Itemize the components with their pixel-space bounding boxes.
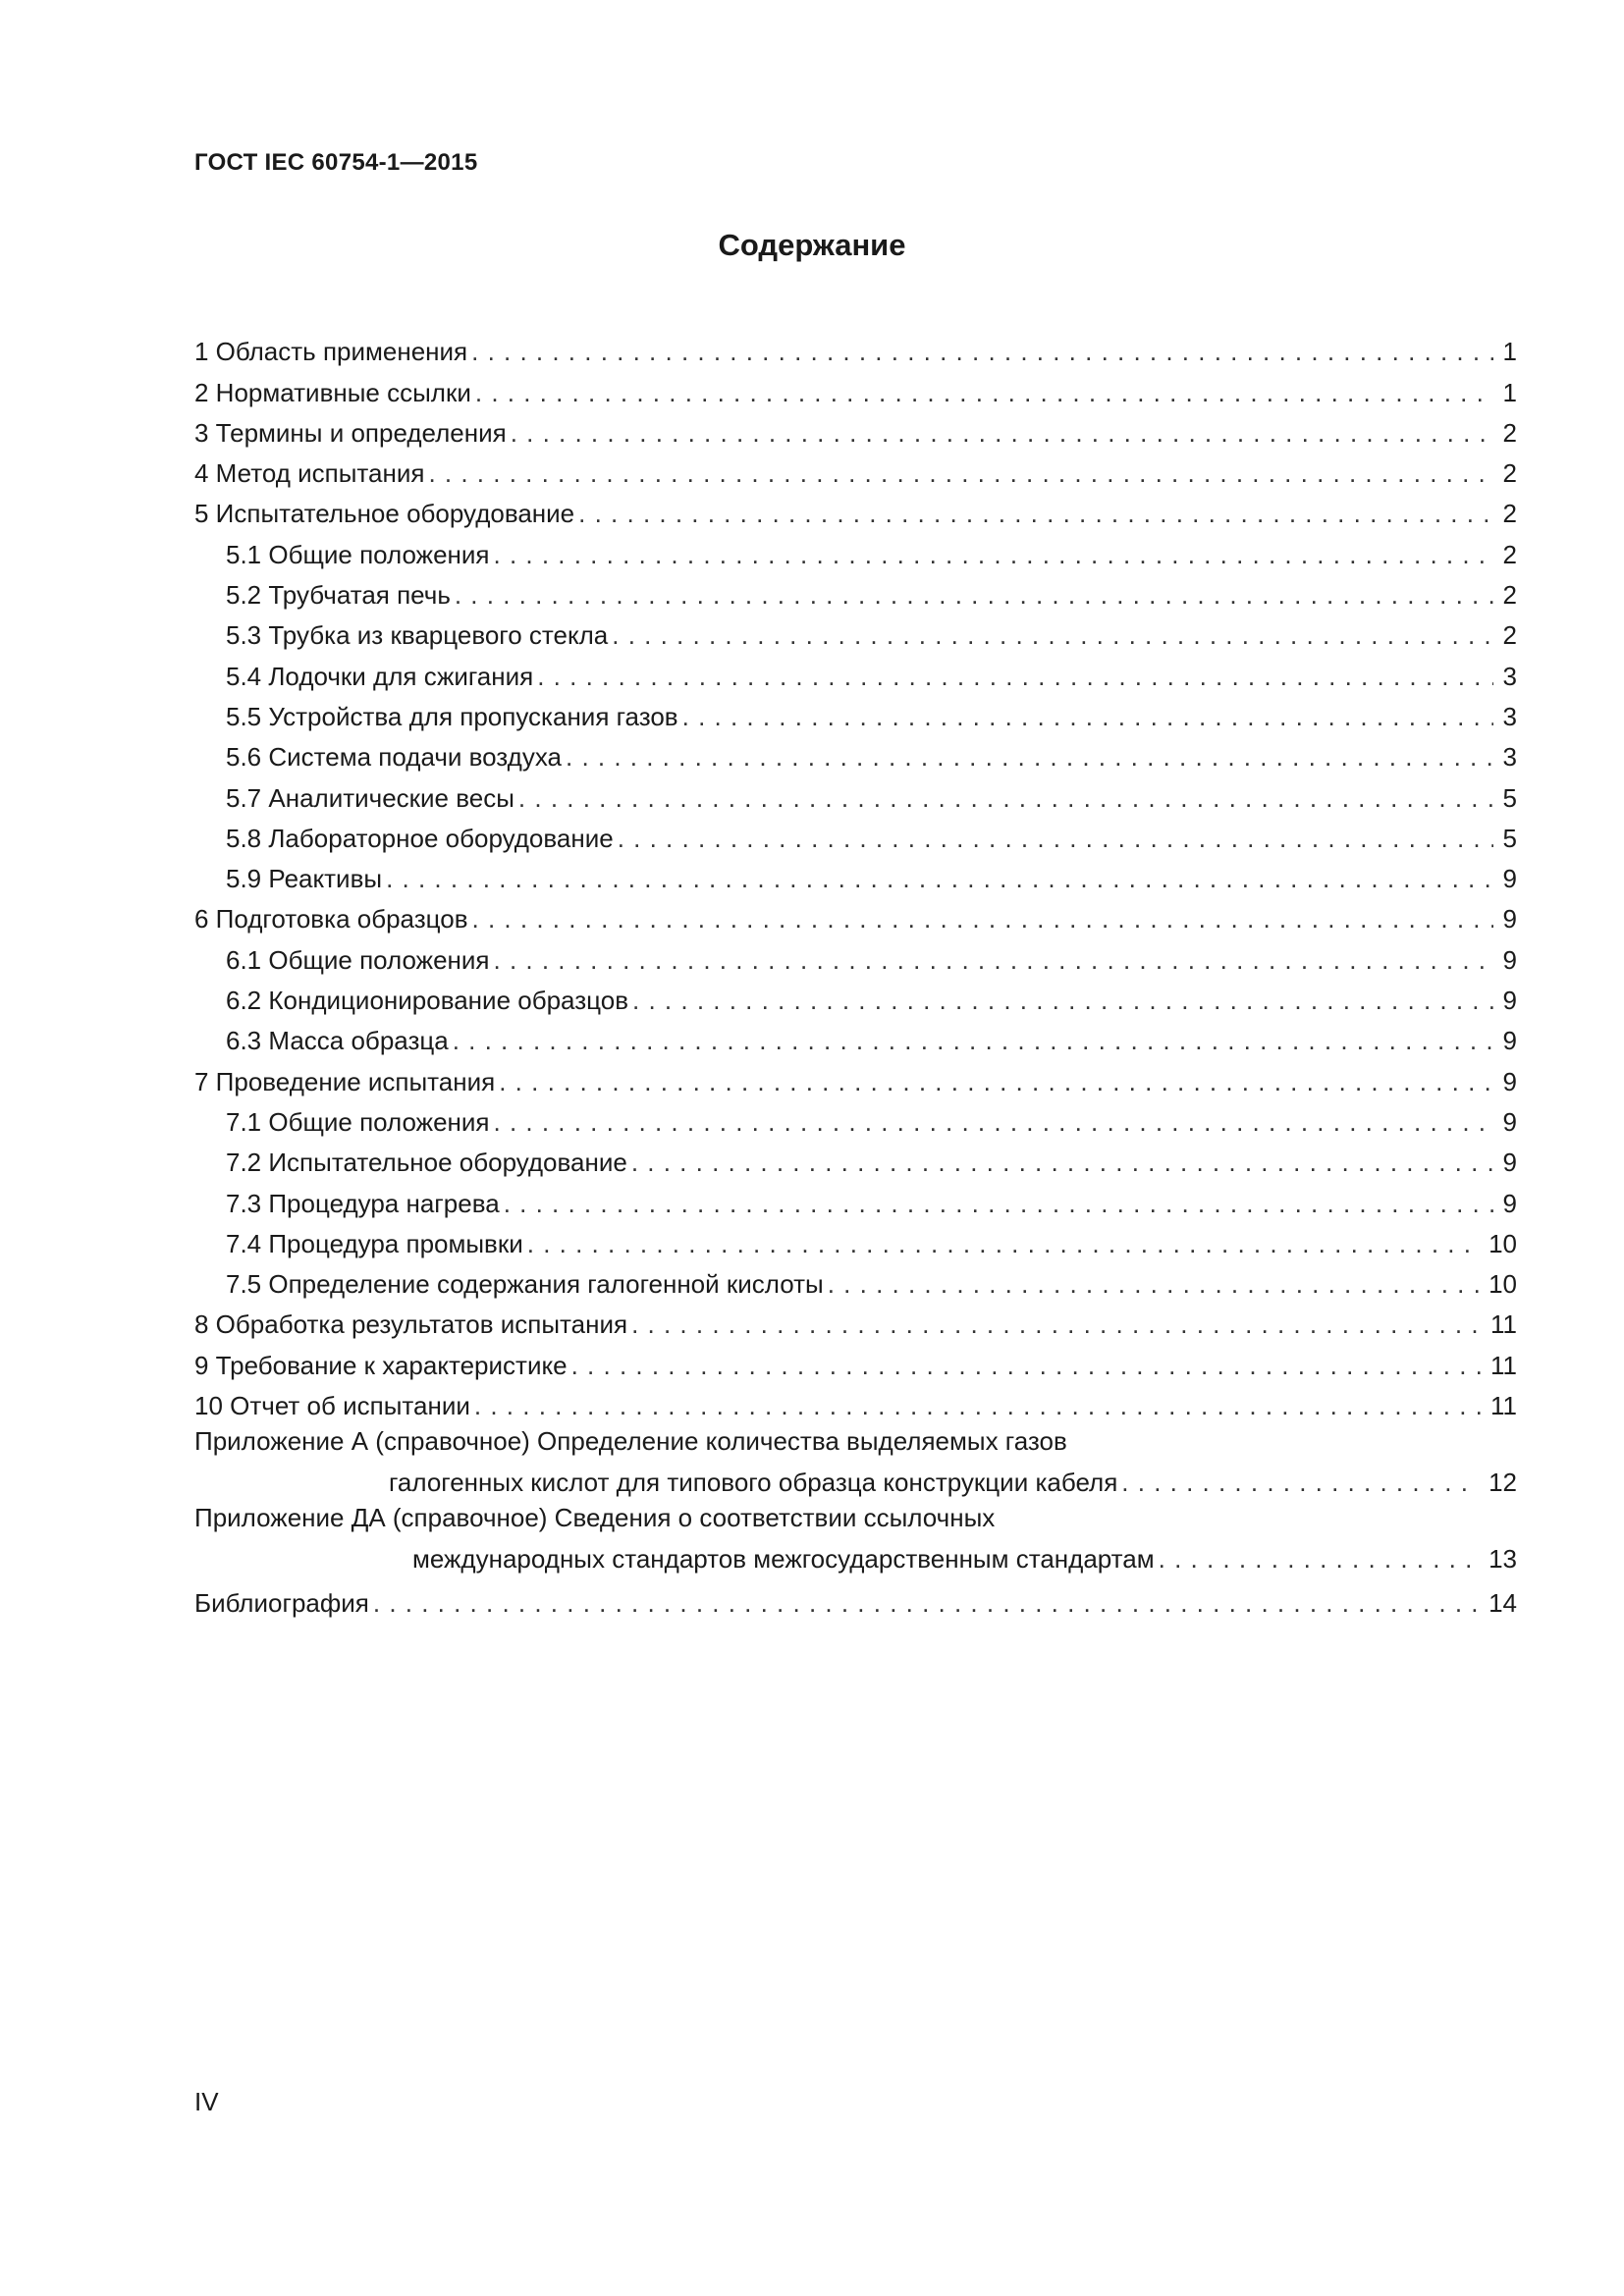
- toc-entry-label: 6.2 Кондиционирование образцов: [226, 986, 629, 1016]
- toc-leader-dots: [494, 540, 1493, 569]
- toc-leader-dots: [631, 1309, 1481, 1339]
- toc-subentry[interactable]: [194, 528, 1517, 568]
- toc-leader-dots: [828, 1269, 1479, 1299]
- toc-entry[interactable]: [194, 407, 1517, 448]
- toc-entry-page: 10: [1489, 1228, 1517, 1258]
- toc-entry-page: 11: [1490, 1309, 1517, 1340]
- toc-entry-label: 8 Обработка результатов испытания: [194, 1309, 628, 1340]
- toc-leader-dots: [471, 337, 1492, 366]
- toc-entry-label: 5.9 Реактивы: [226, 864, 383, 894]
- toc-entry-page: 9: [1502, 1026, 1517, 1056]
- toc-entry-label: 7.4 Процедура промывки: [226, 1228, 523, 1258]
- toc-entry-page: 14: [1489, 1588, 1517, 1619]
- toc-subentry[interactable]: [194, 1096, 1517, 1137]
- toc-subentry[interactable]: [194, 610, 1517, 650]
- toc-subentry[interactable]: [194, 934, 1517, 974]
- toc-entry-page: 2: [1502, 417, 1517, 448]
- toc-annex-a[interactable]: [194, 1426, 1517, 1497]
- toc-entry-page: 9: [1502, 904, 1517, 934]
- toc-entry-label: 7 Проведение испытания: [194, 1066, 496, 1096]
- toc-entry-page: 2: [1502, 539, 1517, 569]
- toc-subentry[interactable]: [194, 813, 1517, 853]
- toc-entry-page: 10: [1489, 1269, 1517, 1300]
- toc-subentry[interactable]: [194, 691, 1517, 731]
- toc-entry-label: 5.7 Аналитические весы: [226, 782, 514, 813]
- toc-subentry[interactable]: [194, 975, 1517, 1015]
- toc-entry-page: 3: [1502, 701, 1517, 731]
- toc-annex-title: Приложение ДА (справочное) Сведения о соответствии ссылочных: [194, 1503, 996, 1533]
- toc-subentry[interactable]: [194, 1258, 1517, 1299]
- toc-entry-page: 9: [1502, 864, 1517, 894]
- toc-entry-label: 7.3 Процедура нагрева: [226, 1188, 500, 1218]
- toc-entry[interactable]: [194, 1299, 1517, 1339]
- toc-subentry[interactable]: [194, 772, 1517, 812]
- toc-leader-dots: [1121, 1468, 1479, 1497]
- toc-leader-dots: [475, 378, 1493, 407]
- toc-leader-dots: [472, 904, 1493, 934]
- toc-leader-dots: [631, 1148, 1493, 1177]
- toc-subentry[interactable]: [194, 1137, 1517, 1177]
- toc-entry-label: 5.2 Трубчатая печь: [226, 580, 451, 611]
- toc-entry-page: 2: [1502, 458, 1517, 489]
- toc-entry-page: 9: [1502, 1188, 1517, 1218]
- toc-annex-subtitle: международных стандартов межгосударственным стандартам: [412, 1544, 1155, 1575]
- toc-entry[interactable]: [194, 1380, 1517, 1420]
- table-of-contents: [194, 326, 1517, 1618]
- toc-entry-label: 10 Отчет об испытании: [194, 1391, 470, 1421]
- toc-entry[interactable]: [194, 488, 1517, 528]
- toc-entry-label: 5 Испытательное оборудование: [194, 499, 575, 529]
- toc-entry-label: 5.5 Устройства для пропускания газов: [226, 701, 678, 731]
- toc-leader-dots: [612, 620, 1492, 650]
- toc-entry-label: 5.1 Общие положения: [226, 539, 490, 569]
- toc-entry[interactable]: [194, 1339, 1517, 1379]
- toc-entry-page: 9: [1502, 1066, 1517, 1096]
- toc-leader-dots: [537, 662, 1492, 691]
- toc-leader-dots: [632, 986, 1493, 1015]
- toc-entry-label: Библиография: [194, 1588, 369, 1619]
- toc-leader-dots: [566, 742, 1493, 772]
- toc-leader-dots: [453, 1026, 1493, 1055]
- toc-leader-dots: [386, 864, 1492, 893]
- toc-entry-page: 9: [1502, 1148, 1517, 1178]
- toc-entry[interactable]: [194, 366, 1517, 406]
- toc-leader-dots: [428, 458, 1492, 488]
- toc-entry-label: 6 Подготовка образцов: [194, 904, 468, 934]
- toc-entry-label: 7.2 Испытательное оборудование: [226, 1148, 627, 1178]
- toc-leader-dots: [494, 1107, 1493, 1137]
- toc-bibliography[interactable]: [194, 1577, 1517, 1618]
- toc-leader-dots: [518, 783, 1493, 813]
- toc-subentry[interactable]: [194, 1015, 1517, 1055]
- toc-entry-page: 1: [1502, 337, 1517, 367]
- toc-entry[interactable]: [194, 448, 1517, 488]
- page-number: IV: [194, 2087, 219, 2116]
- toc-entry[interactable]: [194, 893, 1517, 934]
- toc-entry-page: 2: [1502, 580, 1517, 611]
- toc-entry-label: 5.3 Трубка из кварцевого стекла: [226, 620, 609, 651]
- toc-entry-page: 2: [1502, 499, 1517, 529]
- toc-entry[interactable]: [194, 1055, 1517, 1095]
- toc-leader-dots: [618, 824, 1493, 853]
- toc-entry-page: 3: [1502, 661, 1517, 691]
- toc-entry-page: 5: [1502, 823, 1517, 853]
- toc-leader-dots: [455, 580, 1493, 610]
- toc-entry-label: 2 Нормативные ссылки: [194, 377, 471, 407]
- toc-subentry[interactable]: [194, 1218, 1517, 1258]
- toc-entry-label: 3 Термины и определения: [194, 417, 507, 448]
- toc-leader-dots: [373, 1588, 1479, 1618]
- toc-leader-dots: [578, 499, 1492, 528]
- toc-leader-dots: [511, 418, 1493, 448]
- toc-entry-label: 5.6 Система подачи воздуха: [226, 742, 562, 773]
- toc-annex-da[interactable]: [194, 1503, 1517, 1574]
- toc-subentry[interactable]: [194, 569, 1517, 610]
- toc-entry-label: 4 Метод испытания: [194, 458, 425, 489]
- toc-entry-page: 3: [1502, 742, 1517, 773]
- toc-leader-dots: [527, 1229, 1479, 1258]
- toc-entry-label: 7.1 Общие положения: [226, 1106, 490, 1137]
- toc-annex-subtitle: галогенных кислот для типового образца конструкции кабеля: [389, 1468, 1118, 1498]
- toc-entry-label: 5.8 Лабораторное оборудование: [226, 823, 614, 853]
- toc-entry-page: 9: [1502, 986, 1517, 1016]
- toc-subentry[interactable]: [194, 731, 1517, 772]
- toc-entry-page: 11: [1490, 1391, 1517, 1421]
- toc-leader-dots: [494, 945, 1493, 975]
- toc-leader-dots: [571, 1351, 1481, 1380]
- toc-entry-label: 9 Требование к характеристике: [194, 1350, 568, 1380]
- toc-entry-page: 5: [1502, 782, 1517, 813]
- toc-entry-page: 2: [1502, 620, 1517, 651]
- toc-title: Содержание: [718, 228, 906, 262]
- toc-subentry[interactable]: [194, 853, 1517, 893]
- toc-leader-dots: [474, 1391, 1481, 1420]
- document-header: ГОСТ IEC 60754-1—2015: [194, 149, 478, 176]
- toc-entry-page: 9: [1502, 944, 1517, 975]
- toc-entry-label: 5.4 Лодочки для сжигания: [226, 661, 534, 691]
- toc-entry-page: 9: [1502, 1106, 1517, 1137]
- toc-entry-page: 11: [1490, 1350, 1517, 1380]
- toc-entry-label: 7.5 Определение содержания галогенной кислоты: [226, 1269, 824, 1300]
- toc-entry[interactable]: [194, 326, 1517, 366]
- toc-leader-dots: [504, 1189, 1493, 1218]
- toc-entry-page: 13: [1489, 1544, 1517, 1575]
- toc-entry-page: 1: [1502, 377, 1517, 407]
- toc-leader-dots: [499, 1067, 1492, 1096]
- toc-entry-page: 12: [1489, 1468, 1517, 1498]
- toc-subentry[interactable]: [194, 1177, 1517, 1217]
- toc-entry-label: 6.1 Общие положения: [226, 944, 490, 975]
- toc-leader-dots: [1159, 1544, 1479, 1574]
- toc-entry-label: 6.3 Масса образца: [226, 1026, 449, 1056]
- toc-annex-title: Приложение А (справочное) Определение количества выделяемых газов: [194, 1426, 1067, 1457]
- toc-leader-dots: [682, 702, 1493, 731]
- toc-entry-label: 1 Область применения: [194, 337, 468, 367]
- toc-subentry[interactable]: [194, 650, 1517, 690]
